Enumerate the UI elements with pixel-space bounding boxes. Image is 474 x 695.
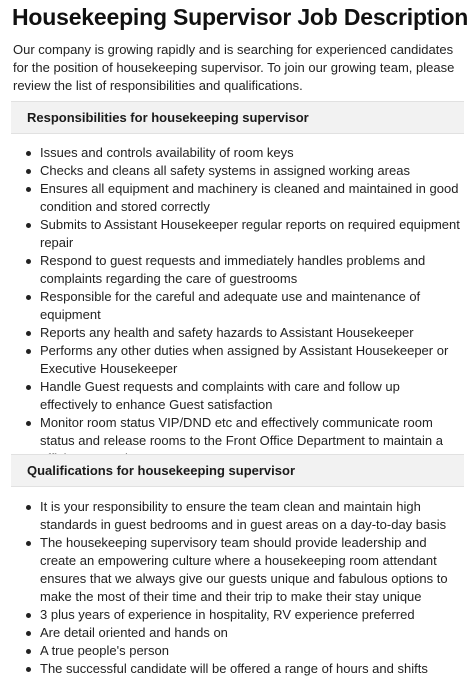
list-item: It is your responsibility to ensure the team clean and maintain high standards in guest bedrooms and in guest areas on a day-to-day basis xyxy=(40,498,460,534)
list-item: Submits to Assistant Housekeeper regular reports on required equipment repair xyxy=(40,217,460,250)
list-item: Ensures all equipment and machinery is cleaned and maintained in good condition and stored correctly xyxy=(40,181,459,214)
list-item: Responsible for the careful and adequate use and maintenance of equipment xyxy=(40,288,460,324)
list-item: The successful candidate will be offered a range of hours and shifts xyxy=(40,660,460,678)
responsibilities-list xyxy=(40,144,460,468)
qualifications-list xyxy=(40,498,460,678)
list-item: Checks and cleans all safety systems in assigned working areas xyxy=(40,162,460,180)
list-item: The housekeeping supervisory team should provide leadership and create an empowering culture where a housekeeping room attendant ensures that we always give our guests unique and fabulous options to make the most of their time and their trip to make their stay unique xyxy=(40,534,460,606)
list-item: Are detail oriented and hands on xyxy=(40,624,460,642)
responsibilities-header xyxy=(11,101,464,134)
list-item: 3 plus years of experience in hospitality, RV experience preferred xyxy=(40,606,460,624)
list-item: Reports any health and safety hazards to Assistant Housekeeper xyxy=(40,324,460,342)
qualifications-heading: Qualifications for housekeeping supervisor xyxy=(27,463,296,478)
qualifications-header xyxy=(11,454,464,487)
responsibilities-heading: Responsibilities for housekeeping supervisor xyxy=(27,110,309,125)
list-item: A true people's person xyxy=(40,642,460,660)
list-item: Performs any other duties when assigned by Assistant Housekeeper or Executive Housekeeper xyxy=(40,342,460,378)
list-item: Respond to guest requests and immediately handles problems and complaints regarding the care of guestrooms xyxy=(40,252,460,288)
list-item: Handle Guest requests and complaints with care and follow up effectively to enhance Guest satisfaction xyxy=(40,378,460,414)
intro-paragraph: Our company is growing rapidly and is searching for experienced candidates for the position of housekeeping supervisor. To join our growing team, please review the list of responsibilities and qualifications. xyxy=(13,42,455,93)
list-item: Monitor room status VIP/DND etc and effectively communicate room status and release rooms to the Front Office Department to maintain a xyxy=(40,414,460,468)
list-item: Issues and controls availability of room keys xyxy=(40,144,460,162)
page-title: Housekeeping Supervisor Job Description xyxy=(12,4,469,30)
